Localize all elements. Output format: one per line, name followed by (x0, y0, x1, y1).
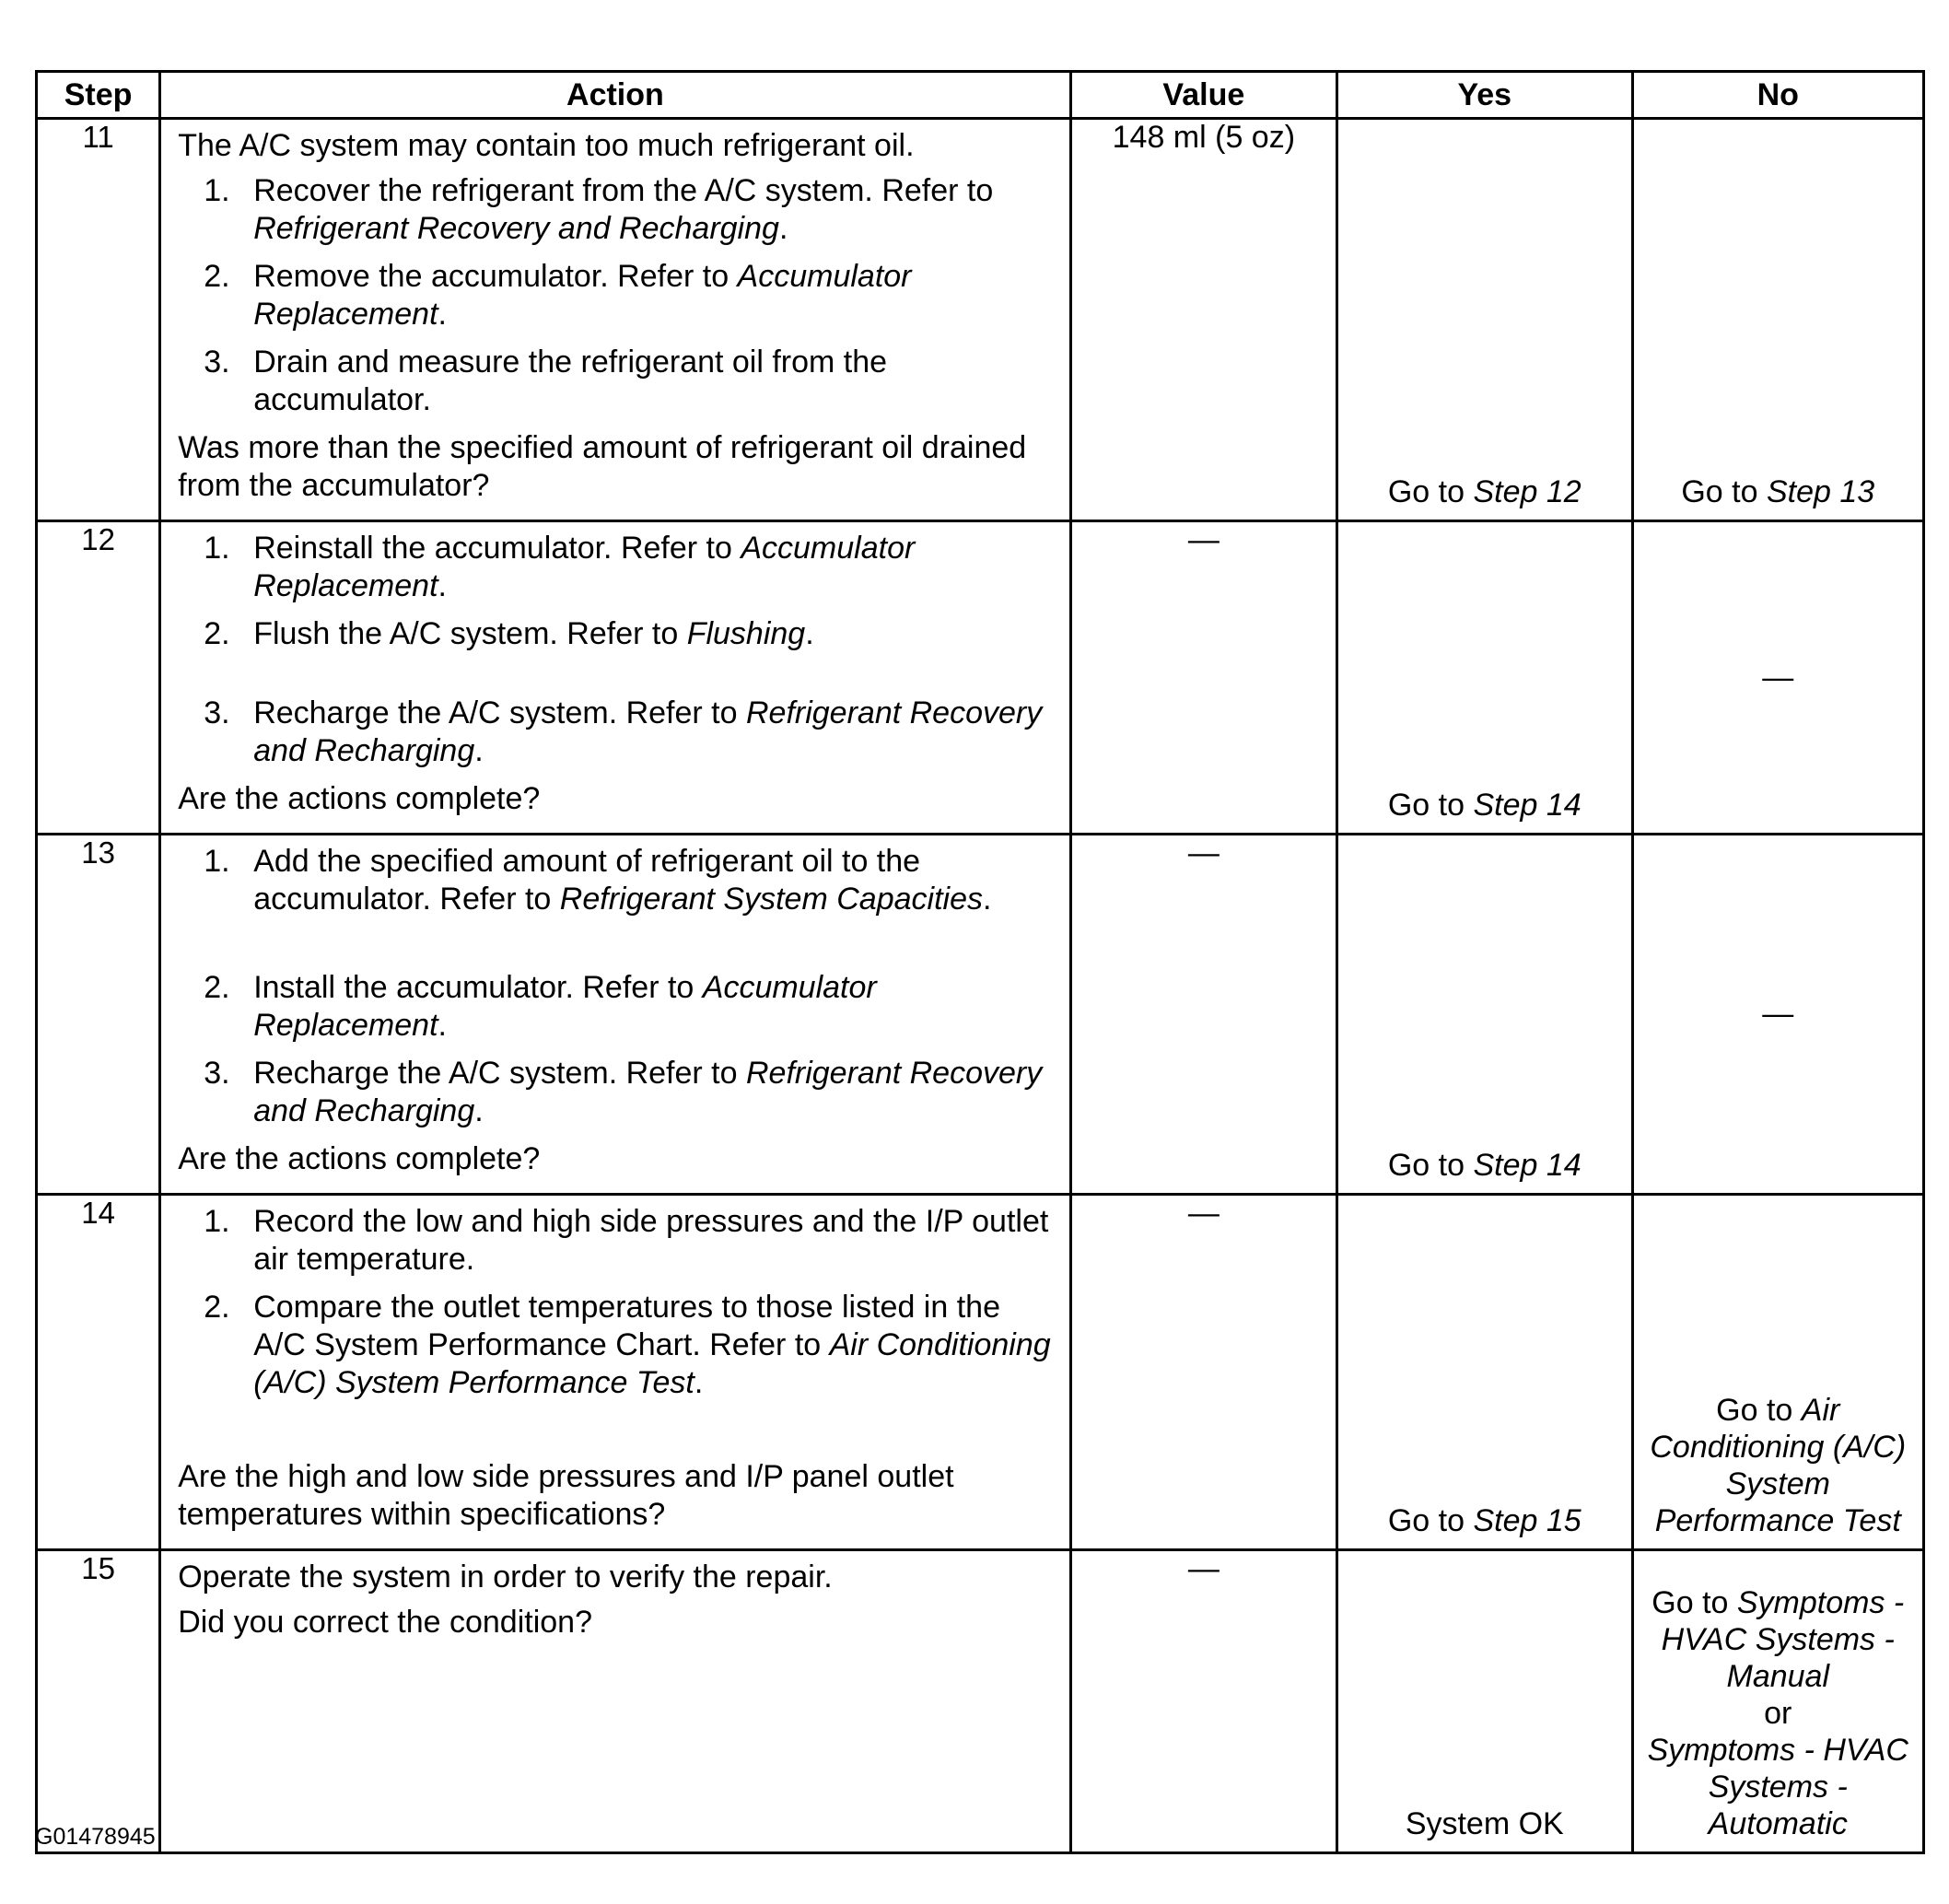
item-end: . (474, 1093, 484, 1128)
item-reference: Refrigerant System Capacities (559, 882, 983, 917)
action-list (178, 1203, 1057, 1453)
yes-prefix: Go to (1387, 788, 1474, 823)
item-reference: Accumulator Replacement (253, 531, 916, 603)
yes-prefix: Go to (1387, 1148, 1474, 1183)
item-end: . (438, 568, 447, 603)
item-reference: Accumulator Replacement (253, 259, 912, 332)
header-step: Step (37, 72, 160, 119)
action-cell (160, 521, 1070, 835)
action-list (178, 172, 1057, 419)
item-end: . (438, 1008, 447, 1043)
item-reference: Air Conditioning (A/C) System Performance Test (253, 1327, 1051, 1400)
item-reference: Refrigerant Recovery and Recharging (253, 1056, 1043, 1128)
action-question: Are the actions complete? (178, 1141, 541, 1176)
no-link-automatic[interactable]: Symptoms - HVAC Systems - Automatic (1647, 1733, 1908, 1841)
header-value: Value (1070, 72, 1336, 119)
no-cell (1632, 1550, 1923, 1853)
item-reference: Flushing (686, 616, 806, 651)
header-yes: Yes (1337, 72, 1632, 119)
action-list (178, 843, 1057, 1130)
no-value: — (1762, 996, 1794, 1032)
yes-cell (1337, 1550, 1632, 1853)
diagnostic-table (35, 70, 1925, 1854)
item-number: 2. (204, 259, 230, 294)
item-text: Drain and measure the refrigerant oil from the accumulator. (253, 345, 888, 417)
item-text: Install the accumulator. Refer to (253, 970, 703, 1005)
item-reference: Refrigerant Recovery and Recharging (253, 211, 779, 246)
item-text: Remove the accumulator. Refer to (253, 259, 738, 294)
table-row-step-13 (37, 835, 1924, 1195)
table-row-step-15 (37, 1550, 1924, 1853)
item-number: 1. (204, 844, 230, 879)
yes-cell (1337, 521, 1632, 835)
list-item (178, 969, 1057, 1045)
header-no: No (1632, 72, 1923, 119)
list-item (178, 1055, 1057, 1130)
item-text: Recover the refrigerant from the A/C system. Refer to (253, 173, 994, 208)
yes-prefix: Go to (1387, 474, 1474, 509)
no-step-link[interactable]: Air Conditioning (A/C) System Performance Test (1650, 1393, 1907, 1538)
action-question: Are the high and low side pressures and I/P panel outlet temperatures within specifications? (178, 1459, 954, 1532)
action-intro: The A/C system may contain too much refrigerant oil. (178, 128, 915, 163)
list-item (178, 258, 1057, 333)
header-row (37, 72, 1924, 119)
value-cell: — (1070, 835, 1336, 1195)
yes-step-link[interactable]: Step 12 (1473, 474, 1581, 509)
no-prefix: Go to (1651, 1585, 1737, 1620)
item-number: 3. (204, 695, 230, 730)
table-row-step-14 (37, 1195, 1924, 1550)
list-item (178, 1203, 1057, 1279)
yes-step-link[interactable]: Step 15 (1473, 1503, 1581, 1538)
no-link-manual[interactable]: Symptoms - HVAC Systems - Manual (1661, 1585, 1905, 1694)
value-cell: — (1070, 1195, 1336, 1550)
item-text: Record the low and high side pressures and the I/P outlet air temperature. (253, 1204, 1049, 1277)
item-number: 2. (204, 970, 230, 1005)
table-row-step-12 (37, 521, 1924, 835)
list-item (178, 530, 1057, 605)
action-list (178, 530, 1057, 770)
step-number: 13 (37, 835, 160, 1195)
step-number: 14 (37, 1195, 160, 1550)
action-question: Was more than the specified amount of refrigerant oil drained from the accumulator? (178, 430, 1027, 503)
no-cell (1632, 1195, 1923, 1550)
item-number: 2. (204, 616, 230, 651)
no-cell (1632, 119, 1923, 521)
item-end: . (474, 733, 484, 768)
list-item (178, 843, 1057, 918)
list-item (178, 615, 1057, 653)
item-text: Reinstall the accumulator. Refer to (253, 531, 741, 566)
list-item (178, 695, 1057, 770)
no-cell (1632, 835, 1923, 1195)
item-text: Compare the outlet temperatures to those listed in the A/C System Performance Chart. Refer to (253, 1290, 1000, 1362)
item-number: 1. (204, 531, 230, 566)
item-reference: Accumulator Replacement (253, 970, 877, 1043)
item-end: . (694, 1365, 704, 1400)
action-cell (160, 1195, 1070, 1550)
item-number: 2. (204, 1290, 230, 1325)
list-item (178, 172, 1057, 248)
yes-step-link[interactable]: Step 14 (1473, 788, 1581, 823)
no-or-text: or (1764, 1696, 1792, 1731)
yes-cell (1337, 119, 1632, 521)
step-number: 12 (37, 521, 160, 835)
no-step-link[interactable]: Step 13 (1766, 474, 1875, 509)
yes-cell (1337, 1195, 1632, 1550)
item-text: Recharge the A/C system. Refer to (253, 1056, 746, 1091)
yes-cell (1337, 835, 1632, 1195)
item-number: 3. (204, 1056, 230, 1091)
action-intro: Operate the system in order to verify the repair. (178, 1559, 833, 1594)
step-number: 15 (37, 1550, 160, 1853)
item-reference: Refrigerant Recovery and Recharging (253, 695, 1043, 768)
item-number: 1. (204, 173, 230, 208)
item-end: . (778, 211, 788, 246)
figure-id: G01478945 (35, 1824, 156, 1850)
item-end: . (805, 616, 814, 651)
no-prefix: Go to (1681, 474, 1767, 509)
item-text: Recharge the A/C system. Refer to (253, 695, 746, 730)
table-row-step-11 (37, 119, 1924, 521)
value-cell: 148 ml (5 oz) (1070, 119, 1336, 521)
no-value: — (1762, 660, 1794, 695)
no-prefix: Go to (1716, 1393, 1802, 1428)
item-end: . (438, 297, 447, 332)
yes-value: System OK (1405, 1806, 1564, 1841)
action-cell (160, 835, 1070, 1195)
item-number: 3. (204, 345, 230, 380)
step-number: 11 (37, 119, 160, 521)
yes-step-link[interactable]: Step 14 (1473, 1148, 1581, 1183)
action-cell (160, 1550, 1070, 1853)
item-text: Flush the A/C system. Refer to (253, 616, 687, 651)
header-action: Action (160, 72, 1070, 119)
item-text: Add the specified amount of refrigerant oil to the accumulator. Refer to (253, 844, 921, 917)
item-end: . (982, 882, 992, 917)
yes-prefix: Go to (1387, 1503, 1474, 1538)
list-item (178, 1289, 1057, 1402)
value-cell: — (1070, 521, 1336, 835)
action-question: Did you correct the condition? (178, 1605, 592, 1640)
action-cell (160, 119, 1070, 521)
action-question: Are the actions complete? (178, 781, 541, 816)
no-cell (1632, 521, 1923, 835)
item-number: 1. (204, 1204, 230, 1239)
list-item (178, 344, 1057, 419)
value-cell: — (1070, 1550, 1336, 1853)
